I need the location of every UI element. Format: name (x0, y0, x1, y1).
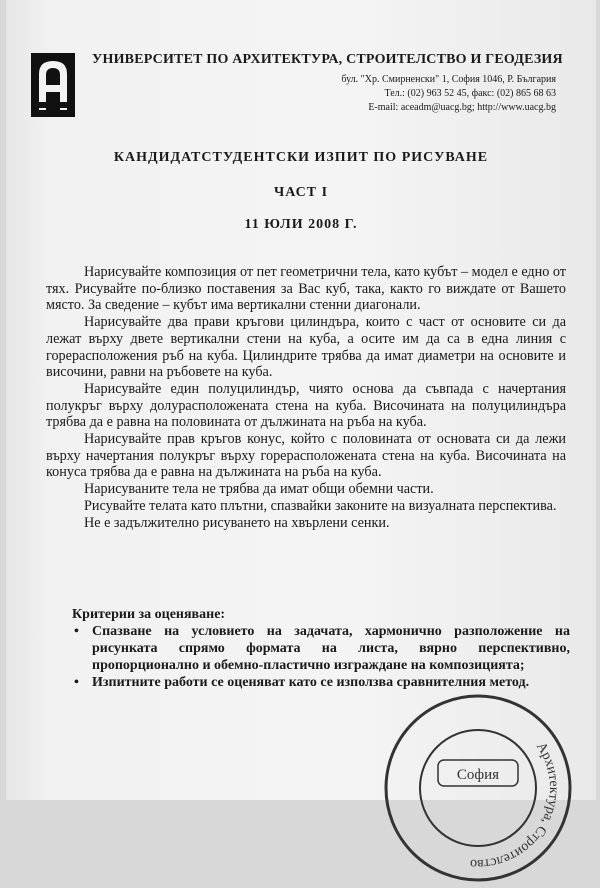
paragraph: Нарисувайте един полуцилиндър, чиято основа да съвпада с начертания полукръг върху долурасположената стена на куба. Височината на полуцилиндъра трябва да е равна на половината от дължината на ръба на куба. (46, 380, 566, 431)
criteria-item (70, 623, 570, 674)
criteria-item-text: Спазване на условието на задачата, хармонично разположение на рисунката спрямо формата на листа, вярно перспективно, пропорционално и обемно-пластично изграждане на композицията; (92, 624, 570, 673)
email-web-line: E-mail: aceadm@uacg.bg; http://www.uacg.bg (368, 102, 556, 113)
stamp-ring-text: Архитектура, Строителство (469, 739, 562, 872)
criteria-heading: Критерии за оценяване: (72, 607, 226, 622)
paragraph: Нарисувайте прав кръгов конус, който с половината от основата си да лежи върху начертания полукръг върху горерасположената стена на куба. Височината на конуса трябва да е равна на дължината на ръба на куба. (46, 431, 566, 481)
bullet-icon: • (74, 624, 79, 639)
letterhead (30, 48, 570, 124)
bullet-icon: • (74, 675, 79, 690)
paragraph: Нарисувайте два прави кръгови цилиндъра, които с част от основите си да лежат върху двете вертикални стени на куба, а осите им да са в една линия с горерасположения ръб на куба. Цилиндрите трябва да имат диаметри на основите и височини, равни на ръбовете на куба. (46, 314, 566, 381)
university-name: УНИВЕРСИТЕТ ПО АРХИТЕКТУРА, СТРОИТЕЛСТВО И ГЕОДЕЗИЯ (92, 52, 563, 67)
uacg-logo-icon (30, 52, 76, 118)
paragraph: Нарисувайте композиция от пет геометрични тела, като кубът – модел е едно от тях. Рисувайте по-близко поставения за Вас куб, така, както го виждате от Вашето място. За сведение – кубът има вертикални стенни диагонали. (46, 264, 566, 314)
exam-title: КАНДИДАТСТУДЕНТСКИ ИЗПИТ ПО РИСУВАНЕ (113, 150, 489, 165)
official-seal-icon (378, 688, 578, 888)
exam-date: 11 ЮЛИ 2008 Г. (244, 217, 358, 232)
stamp-center-text: София (456, 767, 500, 783)
document-page (6, 0, 596, 872)
paragraph: Не е задължително рисуването на хвърлени сенки. (84, 514, 390, 531)
address-line: бул. "Хр. Смирненски" 1, София 1046, Р. България (341, 74, 556, 85)
phone-fax-line: Тел.: (02) 963 52 45, факс: (02) 865 68 63 (384, 88, 556, 99)
task-description (46, 264, 566, 531)
evaluation-criteria (70, 606, 570, 691)
part-title: ЧАСТ І (273, 185, 329, 200)
criteria-item-text: Изпитните работи се оценяват като се използва сравнителния метод. (92, 675, 530, 690)
paragraph: Рисувайте телата като плътни, спазвайки законите на визуалната перспектива. (84, 497, 557, 514)
paragraph: Нарисуваните тела не трябва да имат общи обемни части. (84, 481, 434, 498)
